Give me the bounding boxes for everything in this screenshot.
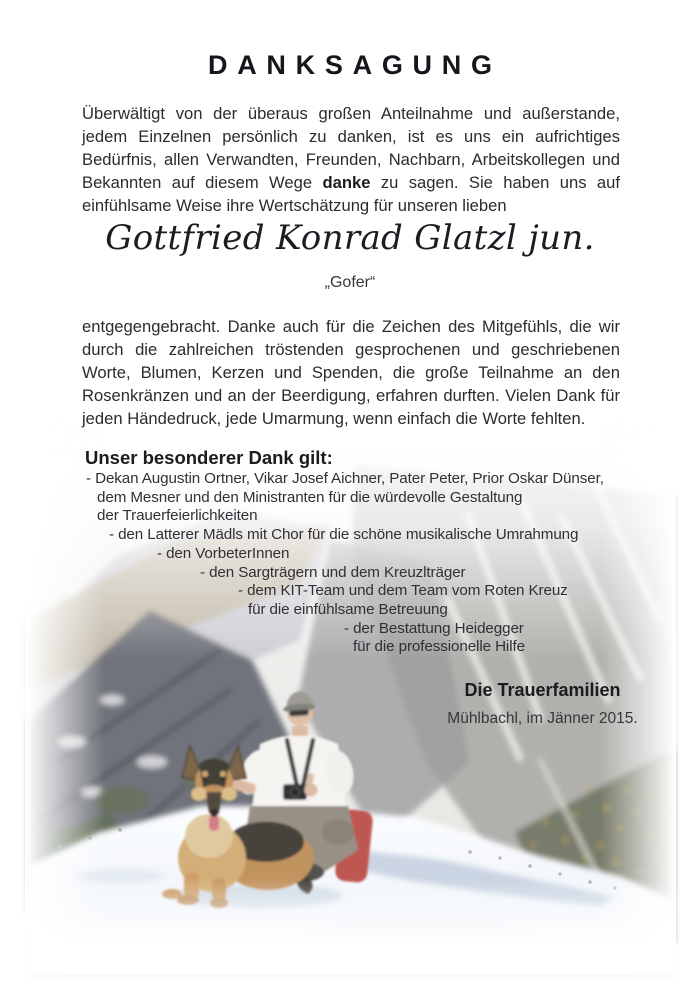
intro-paragraph	[82, 102, 620, 217]
intro-text-2: zu sagen. Sie haben uns auf einfühlsame Weise ihre Wertschätzung für unseren lieben	[82, 173, 620, 215]
deceased-nickname: „Gofer“	[324, 274, 376, 291]
thanks-line: - den VorbeterInnen	[157, 544, 290, 562]
thanks-line: - dem KIT-Team und dem Team vom Roten Kreuz	[238, 582, 568, 600]
thanks-line: - den Sargträgern und dem Kreuzlträger	[200, 563, 466, 581]
thanks-list	[0, 470, 700, 657]
intro-text-1: Überwältigt von der überaus großen Anteilnahme und außerstande, jedem Einzelnen persönlich zu danken, ist es uns ein aufrichtiges Bedürfnis, allen Verwandten, Freunden, Nachbarn, Arbeitskollegen und Bekannten auf diesem Wege	[82, 104, 620, 192]
closing-block	[400, 680, 685, 728]
thanks-heading: Unser besonderer Dank gilt:	[85, 447, 333, 468]
thanks-line: der Trauerfeierlichkeiten	[97, 507, 258, 525]
thanks-line: für die einfühlsame Betreuung	[248, 600, 448, 618]
place-dateline: Mühlbachl, im Jänner 2015.	[447, 710, 638, 727]
thanks-line: dem Mesner und den Ministranten für die würdevolle Gestaltung	[97, 488, 523, 506]
thanks-line: - den Latterer Mädls mit Chor für die schöne musikalische Umrahmung	[109, 526, 579, 544]
thanks-line: für die professionelle Hilfe	[353, 638, 525, 656]
page-title: DANKSAGUNG	[208, 50, 502, 80]
body-paragraph: entgegengebracht. Danke auch für die Zeichen des Mitgefühls, die wir durch die zahlreichen tröstenden gesprochenen und geschriebenen Worte, Blumen, Kerzen und Spenden, die große Teilnahme an den Rosenkränzen und an der Beerdigung, erfahren durften. Vielen Dank für jeden Händedruck, jede Umarmung, wenn einfach die Worte fehlten.	[82, 317, 620, 428]
thanks-line: - der Bestattung Heidegger	[344, 619, 524, 637]
deceased-name: Gottfried Konrad Glatzl jun.	[105, 218, 595, 258]
closing-signature: Die Trauerfamilien	[464, 680, 621, 700]
intro-bold-word: danke	[322, 173, 371, 192]
thanks-line: - Dekan Augustin Ortner, Vikar Josef Aichner, Pater Peter, Prior Oskar Dünser,	[86, 470, 604, 487]
